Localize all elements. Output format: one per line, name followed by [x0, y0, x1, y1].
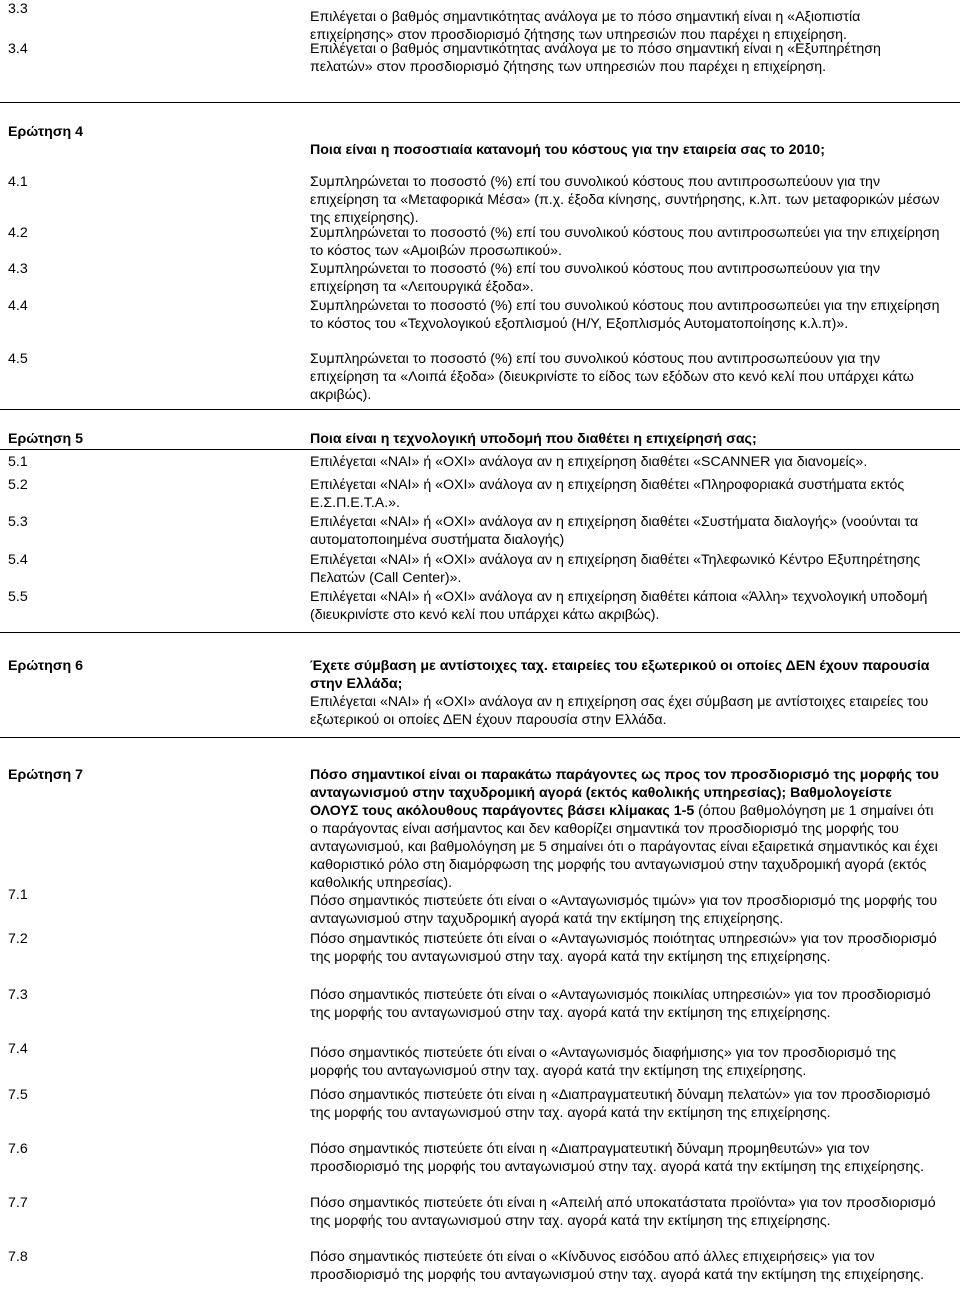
row-5-4 — [0, 549, 960, 586]
question-note: (όπου βαθμολόγηση με 1 σημαίνει ότι ο παράγοντας είναι ασήμαντος και δεν καθορίζει σημαντικά τον προσδιορισμό της μορφής του ανταγωνισμού, και βαθμολόγηση με 5 σημαίνει ότι ο παράγοντας είναι εξαιρετικά σημαντικός και έχει καθοριστικό ρόλο στη διαμόρφωση της μορφής του ανταγωνισμού στην ταχυδρομική αγορά (εκτός καθολικής υπηρεσίας). — [310, 803, 938, 891]
row-text: Συμπληρώνεται το ποσοστό (%) επί του συνολικού κόστους που αντιπροσωπεύουν για την επιχείρηση τα «Λοιπά έξοδα» (διευκρινίστε το είδος των εξόδων στο κενό κελί που υπάρχει κάτω ακριβώς). — [310, 351, 914, 403]
row-text: Πόσο σημαντικός πιστεύετε ότι είναι ο «Ανταγωνισμός διαφήμισης» για τον προσδιορισμό της μορφής του ανταγωνισμού στην ταχ. αγορά κατά την εκτίμηση της επιχείρησης. — [310, 1045, 897, 1079]
question-label-text: Ερώτηση 7 — [8, 767, 84, 783]
row-5-2 — [0, 473, 960, 511]
row-number: 7.7 — [8, 1195, 28, 1211]
question-label: Ερώτηση 5 — [8, 431, 84, 447]
row-text: Συμπληρώνεται το ποσοστό (%) επί του συνολικού κόστους που αντιπροσωπεύει για την επιχείρηση το κόστος των «Αμοιβών προσωπικού». — [310, 225, 940, 259]
row-number: 4.2 — [8, 225, 28, 241]
question-label: Ερώτηση 6 — [8, 658, 84, 674]
row-number: 4.4 — [8, 298, 28, 314]
row-text: Επιλέγεται «ΝΑΙ» ή «ΟΧΙ» ανάλογα αν η επιχείρηση διαθέτει «Τηλεφωνικό Κέντρο Εξυπηρέτησης Πελατών (Call Center)». — [310, 552, 921, 586]
row-4-2 — [0, 221, 960, 258]
section-question-6 — [0, 633, 960, 738]
row-number: 4.5 — [8, 351, 28, 367]
row-number: 7.5 — [8, 1087, 28, 1103]
row-5-3 — [0, 511, 960, 549]
row-text: Πόσο σημαντικός πιστεύετε ότι είναι η «Διαπραγματευτική δύναμη προμηθευτών» για τον προσδιορισμό της μορφής του ανταγωνισμού στην ταχ. αγορά κατά την εκτίμηση της επιχείρησης. — [310, 1141, 925, 1175]
row-number: 5.1 — [8, 454, 28, 470]
row-4-4 — [0, 295, 960, 349]
row-number: 7.3 — [8, 987, 28, 1003]
row-4-3 — [0, 258, 960, 295]
row-4-5 — [0, 349, 960, 407]
row-7-7 — [0, 1194, 960, 1248]
row-number: 3.4 — [8, 41, 28, 57]
row-number: 5.2 — [8, 477, 28, 493]
row-text: Επιλέγεται ο βαθμός σημαντικότητας ανάλογα με το πόσο σημαντική είναι η «Εξυπηρέτηση πελατών» στον προσδιορισμό ζήτησης των υπηρεσιών που παρέχει η επιχείρηση. — [310, 41, 881, 75]
row-3-3 — [0, 0, 960, 43]
row-7-8 — [0, 1248, 960, 1304]
row-number: 7.6 — [8, 1141, 28, 1157]
row-5-1 — [0, 450, 960, 473]
question-7-header — [0, 738, 960, 891]
question-4-header — [0, 103, 960, 165]
row-text: Συμπληρώνεται το ποσοστό (%) επί του συνολικού κόστους που αντιπροσωπεύουν για την επιχείρηση τα «Λειτουργικά έξοδα». — [310, 261, 881, 295]
row-text: Επιλέγεται «ΝΑΙ» ή «ΟΧΙ» ανάλογα αν η επιχείρηση διαθέτει «Πληροφοριακά συστήματα εκτός Ε.Σ.Π.Ε.Τ.Α.». — [310, 477, 905, 511]
question-label: Ερώτηση 4 — [8, 124, 84, 140]
row-text: Πόσο σημαντικός πιστεύετε ότι είναι η «Απειλή από υποκατάστατα προϊόντα» για τον προσδιορισμό της μορφής του ανταγωνισμού στην ταχ. αγορά κατά την εκτίμηση της επιχείρησης. — [310, 1195, 936, 1229]
row-number: 5.3 — [8, 514, 28, 530]
question-label — [0, 766, 310, 784]
row-5-5 — [0, 586, 960, 630]
row-text: Πόσο σημαντικός πιστεύετε ότι είναι ο «Ανταγωνισμός ποιότητας υπηρεσιών» για τον προσδιορισμό της μορφής του ανταγωνισμού στην ταχ. αγορά κατά την εκτίμηση της επιχείρησης. — [310, 931, 937, 965]
row-number: 4.1 — [8, 174, 28, 190]
row-3-4 — [0, 40, 960, 100]
row-7-3 — [0, 986, 960, 1040]
row-text: Επιλέγεται «ΝΑΙ» ή «ΟΧΙ» ανάλογα αν η επιχείρηση διαθέτει κάποια «Άλλη» τεχνολογική υποδομή (διευκρινίστε στο κενό κελί που υπάρχει κάτω ακριβώς). — [310, 589, 928, 623]
row-number: 7.4 — [8, 1041, 28, 1057]
row-text: Συμπληρώνεται το ποσοστό (%) επί του συνολικού κόστους που αντιπροσωπεύουν για την επιχείρηση τα «Μεταφορικά Μέσα» (π.χ. έξοδα κίνησης, συντήρησης, κ.λπ. των μεταφορικών μέσων της επιχείρησης). — [310, 174, 940, 226]
row-number: 7.8 — [8, 1249, 28, 1265]
row-text: Επιλέγεται ο βαθμός σημαντικότητας ανάλογα με το πόσο σημαντική είναι η «Αξιοπιστία επιχείρησης» στον προσδιορισμό ζήτησης των υπηρεσιών που παρέχει η επιχείρηση. — [310, 9, 861, 43]
row-text: Πόσο σημαντικός πιστεύετε ότι είναι ο «Ανταγωνισμός ποικιλίας υπηρεσιών» για τον προσδιορισμό της μορφής του ανταγωνισμού στην ταχ. αγορά κατά την εκτίμηση της επιχείρησης. — [310, 987, 931, 1021]
row-7-5 — [0, 1086, 960, 1140]
question-title: Ποια είναι η ποσοστιαία κατανομή του κόστους για την εταιρεία σας το 2010; — [310, 142, 825, 158]
row-text: Πόσο σημαντικός πιστεύετε ότι είναι η «Διαπραγματευτική δύναμη πελατών» για τον προσδιορισμό της μορφής του ανταγωνισμού στην ταχ. αγορά κατά την εκτίμηση της επιχείρησης. — [310, 1087, 931, 1121]
row-text: Συμπληρώνεται το ποσοστό (%) επί του συνολικού κόστους που αντιπροσωπεύει για την επιχείρηση το κόστος του «Τεχνολογικού εξοπλισμού (Η/Υ, Εξοπλισμός Αυτοματοποίησης κ.λ.π)». — [310, 298, 940, 332]
question-5-header — [0, 410, 960, 450]
question-title: Ποια είναι η τεχνολογική υποδομή που διαθέτει η επιχείρησή σας; — [310, 431, 757, 447]
question-7-content — [310, 766, 950, 892]
row-number: 5.4 — [8, 552, 28, 568]
question-6-content — [310, 657, 950, 729]
row-number: 3.3 — [8, 1, 28, 17]
row-number: 5.5 — [8, 589, 28, 605]
section-question-4 — [0, 103, 960, 410]
row-7-6 — [0, 1140, 960, 1194]
row-7-4 — [0, 1040, 960, 1086]
row-4-1 — [0, 165, 960, 226]
row-7-2 — [0, 930, 960, 986]
section-3-tail — [0, 0, 960, 103]
question-note: Επιλέγεται «ΝΑΙ» ή «ΟΧΙ» ανάλογα αν η επιχείρηση σας έχει σύμβαση με αντίστοιχες εταιρείες του εξωτερικού οι οποίες ΔΕΝ έχουν παρουσία στην Ελλάδα. — [310, 694, 929, 728]
row-number: 7.1 — [8, 887, 28, 903]
section-question-7 — [0, 738, 960, 1312]
row-text: Επιλέγεται «ΝΑΙ» ή «ΟΧΙ» ανάλογα αν η επιχείρηση διαθέτει «Συστήματα διαλογής» (νοούνται τα αυτοματοποιημένα συστήματα διαλογής) — [310, 514, 919, 548]
row-text: Πόσο σημαντικός πιστεύετε ότι είναι ο «Κίνδυνος εισόδου από άλλες επιχειρήσεις» για τον προσδιορισμό της μορφής του ανταγωνισμού στην ταχ. αγορά κατά την εκτίμηση της επιχείρησης. — [310, 1249, 925, 1283]
question-6-header — [0, 633, 960, 737]
question-title: Πόσο σημαντικοί είναι οι παρακάτω παράγοντες ως προς τον προσδιορισμό της μορφής του ανταγωνισμού στην ταχυδρομική αγορά (εκτός καθολικής υπηρεσίας); Βαθμολογείστε ΟΛΟΥΣ τους ακόλουθους παράγοντες βάσει κλίμακας 1-5 — [310, 767, 939, 819]
row-text: Πόσο σημαντικός πιστεύετε ότι είναι ο «Ανταγωνισμός τιμών» για τον προσδιορισμό της μορφής του ανταγωνισμού στην ταχυδρομική αγορά κατά την εκτίμηση της επιχείρησης. — [310, 893, 938, 927]
row-number: 7.2 — [8, 931, 28, 947]
row-number: 4.3 — [8, 261, 28, 277]
question-title: Έχετε σύμβαση με αντίστοιχες ταχ. εταιρείες του εξωτερικού οι οποίες ΔΕΝ έχουν παρουσία στην Ελλάδα; — [310, 658, 930, 692]
section-question-5 — [0, 410, 960, 633]
row-text: Επιλέγεται «ΝΑΙ» ή «ΟΧΙ» ανάλογα αν η επιχείρηση διαθέτει «SCANNER για διανομείς». — [310, 454, 868, 470]
